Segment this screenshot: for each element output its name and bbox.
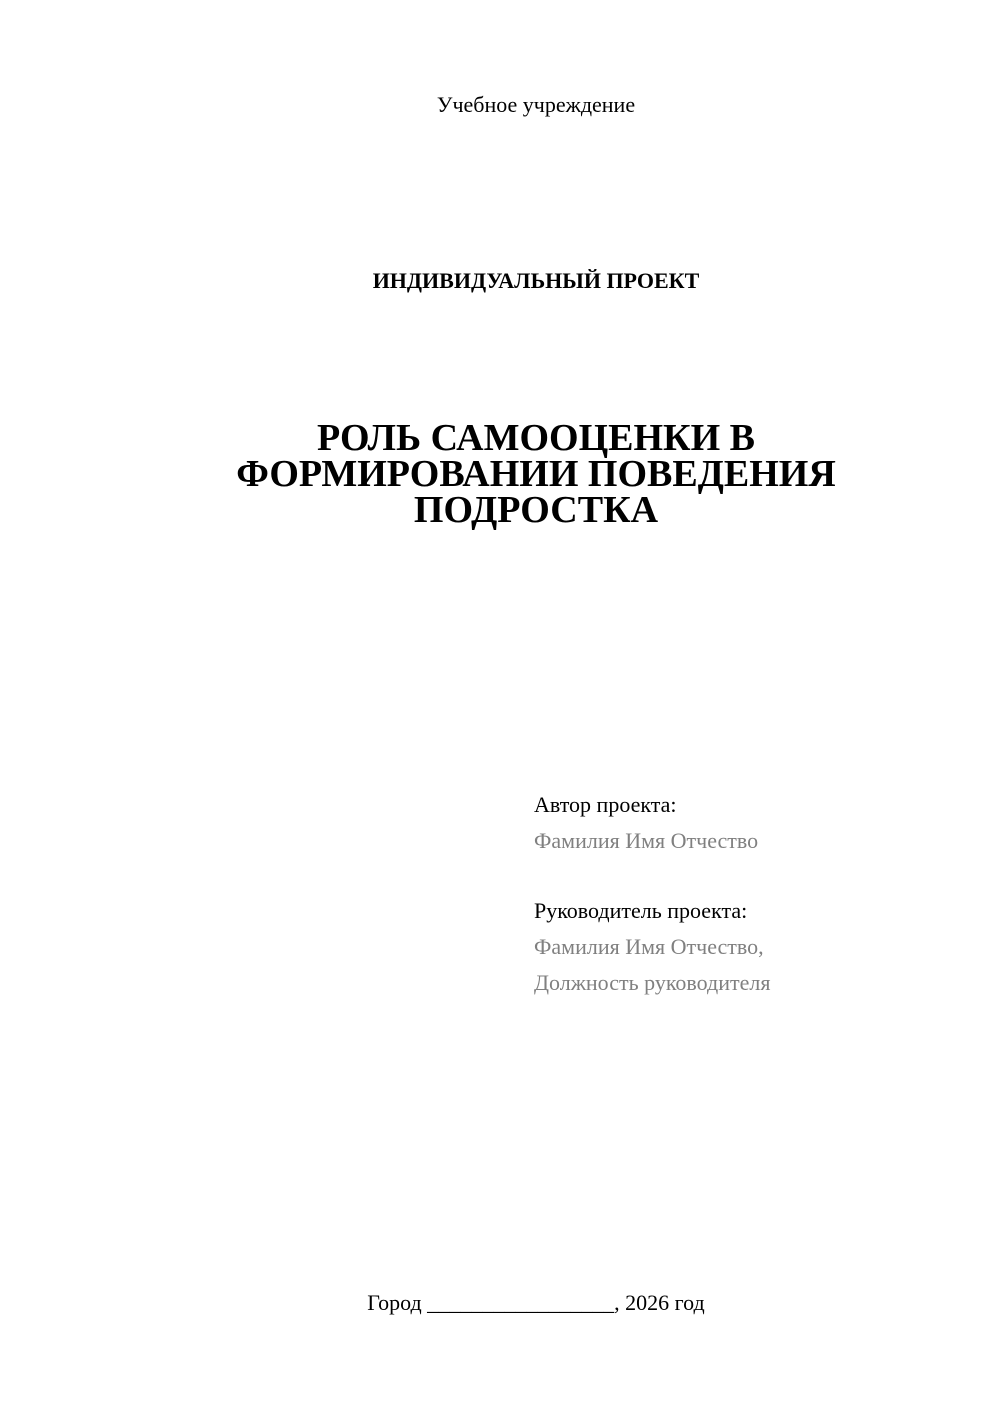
supervisor-label: Руководитель проекта: [534,898,748,923]
supervisor-block [534,893,770,1001]
supervisor-name: Фамилия Имя Отчество, [534,934,764,959]
author-name: Фамилия Имя Отчество [534,828,759,853]
author-block [534,787,758,859]
footer-city-year: Город _________________, 2026 год [367,1290,705,1315]
project-title-line: РОЛЬ САМООЦЕНКИ В [317,417,755,459]
supervisor-position: Должность руководителя [534,970,771,995]
project-title-line: ПОДРОСТКА [413,489,659,531]
author-label: Автор проекта: [534,792,677,817]
project-title-line: ФОРМИРОВАНИИ ПОВЕДЕНИЯ [236,453,836,495]
project-title [0,417,1000,531]
document-type: ИНДИВИДУАЛЬНЫЙ ПРОЕКТ [372,268,700,293]
institution-name: Учебное учреждение [436,92,636,117]
